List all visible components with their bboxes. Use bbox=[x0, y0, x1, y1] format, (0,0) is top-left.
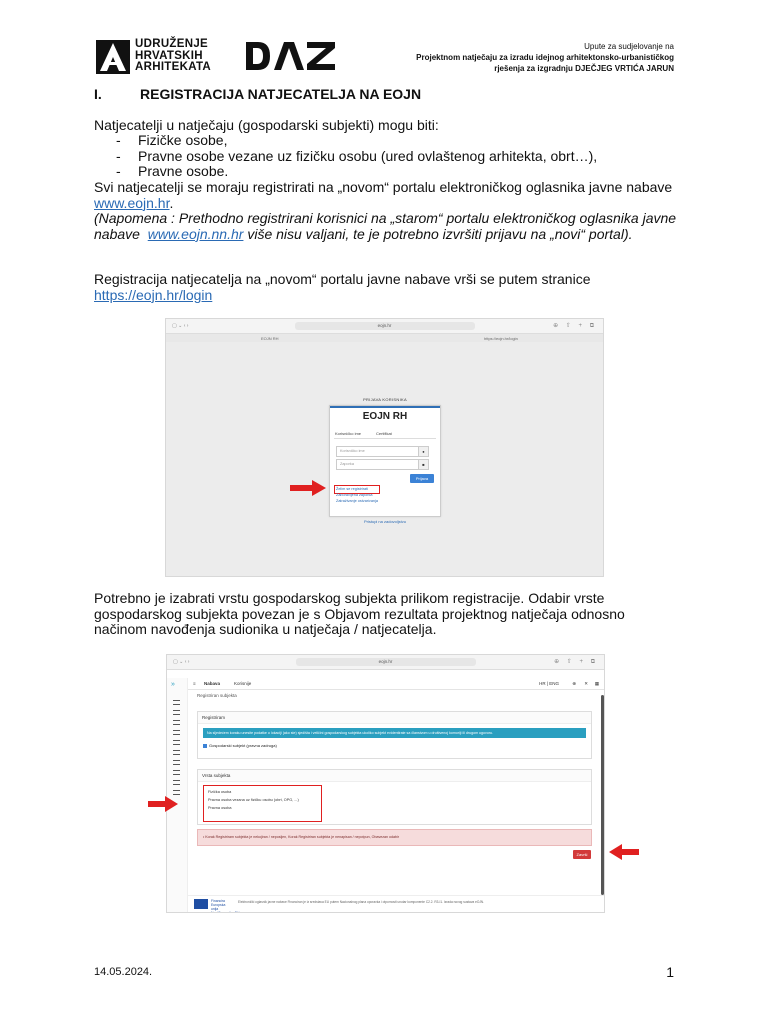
login-tabs bbox=[334, 428, 436, 439]
menu-icon bbox=[173, 700, 180, 705]
section-title: I. REGISTRACIJA NATJECATELJA NA EOJN bbox=[94, 86, 422, 102]
eojn-link[interactable]: www.eojn.hr bbox=[94, 194, 170, 211]
menu-icon bbox=[173, 710, 180, 715]
user-icon: ● bbox=[418, 447, 428, 456]
tab-certificate: Certifikat bbox=[376, 431, 392, 436]
menu-icon bbox=[173, 750, 180, 755]
list-item: - Pravne osobe. bbox=[116, 163, 229, 179]
menu-icon bbox=[173, 770, 180, 775]
note-paragraph: (Napomena : Prethodno registrirani korisnici na „starom“ portalu elektroničkog oglasnika javne nabave www.eojn.nn.hr više nisu valjani, te je potrebno izvršiti prijavu na „novi“ portal). bbox=[94, 210, 677, 242]
menu-icon bbox=[173, 740, 180, 745]
registration-panel: Registriram Na sljedećem koraku unesite podatke o lokaciji (ako ste) sjedišta i veličini gospodarskog subjekta ukoliko subjekt evidentirate sa članstvom u društvenoj komoriji ili drugom ugovoru. Gospodarski subjekt (pravna zadruga) bbox=[197, 711, 592, 759]
intro-text: Natjecatelji u natječaju (gospodarski subjekti) mogu biti: bbox=[94, 117, 439, 133]
uha-logo-text: UDRUŽENJE HRVATSKIH ARHITEKATA bbox=[135, 38, 212, 73]
app-topnav: ≡ Nabava Korisnije HR | ENG ⊕ ✕ ▦ bbox=[188, 678, 604, 690]
daz-logo bbox=[244, 40, 338, 77]
browser-tab: EOJN RH bbox=[261, 336, 279, 341]
subject-type-panel: Vrsta subjekta bbox=[197, 769, 592, 825]
page-number: 1 bbox=[666, 964, 674, 980]
red-arrow-left-icon bbox=[609, 844, 639, 860]
registration-screenshot bbox=[166, 654, 605, 913]
list-item: - Fizičke osobe, bbox=[116, 132, 228, 148]
browser-url: eojn.hr bbox=[296, 658, 476, 666]
menu-icon bbox=[173, 760, 180, 765]
tab-username: Korisničko ime bbox=[335, 431, 362, 436]
participant-types-list bbox=[116, 133, 597, 180]
subject-checkbox: Gospodarski subjekt (pravna zadruga) bbox=[203, 743, 277, 748]
scrollbar bbox=[601, 695, 604, 895]
register-paragraph: Svi natjecatelji se moraju registrirati na „novom“ portalu elektroničkog oglasnika javne nabave www.eojn.hr. bbox=[94, 179, 673, 211]
menu-icon bbox=[173, 790, 180, 795]
login-button: Prijava bbox=[410, 474, 434, 483]
document-date: 14.05.2024. bbox=[94, 966, 153, 978]
app-logo-icon: » bbox=[171, 681, 175, 688]
menu-icon bbox=[173, 730, 180, 735]
login-links: Želim se registrirati Zaboravljena zaporka Zatraživanje ostvarivanja bbox=[336, 487, 378, 503]
list-item: - Pravne osobe vezane uz fizičku osobu (ured ovlaštenog arhitekta, obrt…), bbox=[116, 147, 598, 164]
login-heading: PRIJAVA KORISNIKA bbox=[363, 397, 407, 402]
red-arrow-icon bbox=[290, 480, 326, 496]
browser-toolbar: ▢ ⌄ ‹ › eojn.hr ⊕ ⇧ + ⧉ bbox=[166, 319, 603, 334]
menu-icon bbox=[173, 780, 180, 785]
breadcrumb: Registriran subjekta bbox=[197, 693, 237, 698]
login-paragraph: Registracija natjecatelja na „novom“ portalu javne nabave vrši se putem stranice https://eojn.hr/login bbox=[94, 271, 591, 303]
red-arrow-icon bbox=[148, 796, 178, 812]
login-link[interactable]: https://eojn.hr/login bbox=[94, 286, 213, 303]
info-banner: Na sljedećem koraku unesite podatke o lokaciji (ako ste) sjedišta i veličini gospodarskog subjekta ukoliko subjekt evidentirate sa članstvom u društvenoj komoriji ili drugom ugovoru. bbox=[203, 728, 586, 738]
subject-type-paragraph: Potrebno je izabrati vrstu gospodarskog subjekta prilikom registracije. Odabir vrste gospodarskog subjekta povezan je s Objavom rezultata projektnog natječaja odnosno načinom navođenja sudionika u natječaja / natjecatelja. bbox=[94, 590, 625, 637]
eu-flag-icon bbox=[194, 899, 208, 909]
browser-toolbar: ▢ ⌄ ‹ › eojn.hr ⊕ ⇧ + ⧉ bbox=[167, 655, 604, 670]
uha-logo-mark bbox=[96, 40, 130, 74]
browser-tab: https://eojn.hr/login bbox=[484, 336, 518, 341]
old-eojn-link[interactable]: www.eojn.nn.hr bbox=[147, 225, 244, 242]
login-card bbox=[329, 397, 441, 524]
document-header-info: Upute za sudjelovanje na Projektnom natječaju za izradu idejnog arhitektonsko-urbanističkog rješenja za izgradnju DJEČJEG VRTIĆA JARUN bbox=[416, 42, 674, 73]
help-link: Pristupi na zadovoljstvu bbox=[363, 519, 407, 524]
browser-url: eojn.hr bbox=[295, 322, 475, 330]
browser-tabs bbox=[166, 334, 603, 342]
finish-button: Završi bbox=[573, 850, 591, 859]
username-input: Korisničko ime ● bbox=[336, 446, 429, 457]
subject-type-options: Fizička osoba Pravna osoba vezana uz fizičku osobu (obrt, OPG, ...) Pravna osoba bbox=[203, 785, 322, 822]
app-footer: Financira Europska unija NextGenerationEU Elektronički oglasnik javne nabave Financiran je iz sredstava EU putem Nacionalnog plana oporavka i otpornosti unutar komponente C2.2. R3-I1. Izrada novog sustava eOJN. bbox=[188, 895, 604, 913]
menu-icon bbox=[173, 720, 180, 725]
password-input: Zaporka ■ bbox=[336, 459, 429, 470]
login-title: EOJN RH bbox=[362, 411, 408, 422]
app-sidebar bbox=[167, 678, 188, 912]
lock-icon: ■ bbox=[418, 460, 428, 469]
login-screenshot bbox=[165, 318, 604, 577]
error-banner: • Korak Registriram subjekta je nekojiran / neposljen, Korak Registriran subjekta je nenapisan / nepotpun, Obavezan odabir bbox=[197, 829, 592, 846]
